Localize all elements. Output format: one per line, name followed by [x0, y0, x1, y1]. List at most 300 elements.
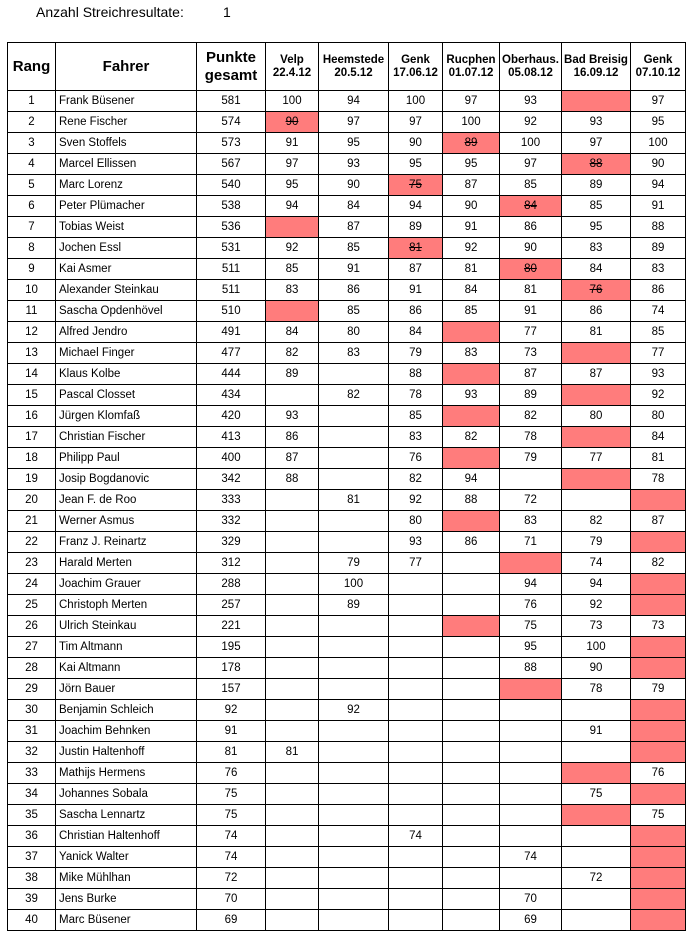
race-score: 81 — [285, 746, 299, 758]
race-score-cell — [500, 910, 562, 931]
race-score: 97 — [347, 116, 360, 128]
race-score-cell — [266, 532, 319, 553]
race-score: 75 — [589, 788, 603, 800]
race-score-cell — [319, 91, 389, 112]
race-score-cell — [319, 406, 389, 427]
race-score: 82 — [347, 389, 360, 401]
driver-cell: Klaus Kolbe — [56, 364, 197, 385]
race-score-cell — [266, 322, 319, 343]
race-score: 87 — [524, 368, 537, 380]
driver-cell: Franz J. Reinartz — [56, 532, 197, 553]
race-score-cell — [631, 217, 686, 238]
race-score-cell — [319, 133, 389, 154]
race-score: 80 — [651, 410, 665, 422]
race-score-cell-discarded — [562, 343, 631, 364]
race-score: 86 — [589, 305, 603, 317]
race-score-cell-discarded — [631, 889, 686, 910]
rank-cell: 2 — [8, 112, 56, 133]
race-score: 87 — [285, 452, 299, 464]
race-score-cell-discarded — [562, 805, 631, 826]
race-score: 81 — [524, 284, 537, 296]
race-score-cell — [562, 238, 631, 259]
race-score-cell — [266, 763, 319, 784]
race-score-cell-discarded — [443, 511, 500, 532]
driver-cell: Ulrich Steinkau — [56, 616, 197, 637]
race-score-cell — [443, 700, 500, 721]
race-score-cell — [319, 658, 389, 679]
race-score-cell-discarded — [631, 910, 686, 931]
table-row — [8, 259, 686, 280]
race-score-cell — [389, 91, 443, 112]
race-score-cell — [319, 427, 389, 448]
race-name: Genk — [401, 53, 430, 66]
race-score: 80 — [589, 410, 603, 422]
race-score: 90 — [409, 137, 422, 149]
table-row — [8, 469, 686, 490]
standings-body — [8, 91, 686, 931]
race-score-cell — [443, 805, 500, 826]
driver-cell: Jörn Bauer — [56, 679, 197, 700]
race-score: 91 — [285, 137, 299, 149]
race-name: Velp — [280, 53, 304, 66]
race-score-cell — [631, 616, 686, 637]
race-score: 87 — [409, 263, 422, 275]
race-score: 93 — [589, 116, 603, 128]
race-score-cell-discarded — [631, 721, 686, 742]
table-row — [8, 595, 686, 616]
table-row — [8, 658, 686, 679]
race-score-cell — [443, 763, 500, 784]
driver-cell: Kai Asmer — [56, 259, 197, 280]
race-score-cell — [389, 889, 443, 910]
driver-cell: Benjamin Schleich — [56, 700, 197, 721]
race-score-cell — [443, 532, 500, 553]
race-score-cell — [443, 742, 500, 763]
race-score-cell — [500, 91, 562, 112]
race-score: 83 — [464, 347, 478, 359]
race-score-cell — [319, 868, 389, 889]
race-score-cell — [443, 280, 500, 301]
race-score-cell — [389, 448, 443, 469]
race-score-cell — [389, 784, 443, 805]
driver-cell: Michael Finger — [56, 343, 197, 364]
race-score-cell — [443, 910, 500, 931]
table-row — [8, 637, 686, 658]
total-cell: 92 — [197, 700, 266, 721]
struck-score: 88 — [589, 158, 603, 170]
race-score-cell — [443, 595, 500, 616]
race-score-cell — [500, 637, 562, 658]
race-score-cell — [631, 805, 686, 826]
driver-cell: Kai Altmann — [56, 658, 197, 679]
race-score-cell — [631, 385, 686, 406]
driver-cell: Sascha Lennartz — [56, 805, 197, 826]
total-cell: 573 — [197, 133, 266, 154]
race-score: 94 — [347, 95, 360, 107]
race-score: 78 — [651, 473, 665, 485]
race-score: 97 — [409, 116, 422, 128]
race-score: 92 — [524, 116, 537, 128]
rank-cell: 22 — [8, 532, 56, 553]
race-score-cell — [562, 847, 631, 868]
total-cell: 540 — [197, 175, 266, 196]
rank-cell: 25 — [8, 595, 56, 616]
race-score-cell — [443, 868, 500, 889]
race-score-cell — [389, 679, 443, 700]
race-score-cell — [562, 553, 631, 574]
race-score: 73 — [589, 620, 603, 632]
driver-cell: Jürgen Klomfaß — [56, 406, 197, 427]
race-score: 73 — [651, 620, 665, 632]
race-score-cell — [631, 448, 686, 469]
race-score: 76 — [651, 767, 665, 779]
rank-cell: 20 — [8, 490, 56, 511]
race-name: Rucphen — [446, 53, 496, 66]
race-score-cell — [562, 595, 631, 616]
race-score: 100 — [520, 137, 541, 149]
race-score-cell-discarded — [631, 490, 686, 511]
race-score-cell — [319, 112, 389, 133]
total-cell: 312 — [197, 553, 266, 574]
race-score-cell — [266, 448, 319, 469]
rank-cell: 9 — [8, 259, 56, 280]
race-score-cell — [319, 784, 389, 805]
race-score-cell — [389, 196, 443, 217]
race-score: 74 — [651, 305, 665, 317]
race-score: 82 — [524, 410, 537, 422]
race-score-cell — [389, 553, 443, 574]
race-score: 83 — [589, 242, 603, 254]
driver-cell: Sascha Opdenhövel — [56, 301, 197, 322]
race-score: 84 — [651, 431, 665, 443]
race-score-cell — [266, 490, 319, 511]
table-row — [8, 847, 686, 868]
race-score-cell — [500, 532, 562, 553]
race-score-cell — [443, 91, 500, 112]
driver-cell: Jochen Essl — [56, 238, 197, 259]
race-score: 72 — [524, 494, 537, 506]
race-score: 93 — [409, 536, 422, 548]
race-score: 81 — [589, 326, 603, 338]
col-header-total-line1: Punkte — [205, 48, 256, 66]
rank-cell: 29 — [8, 679, 56, 700]
race-score-cell — [389, 658, 443, 679]
race-score-cell — [389, 805, 443, 826]
race-score-cell-discarded — [443, 448, 500, 469]
race-score-cell — [562, 826, 631, 847]
race-score-cell-discarded — [389, 175, 443, 196]
race-score-cell — [389, 259, 443, 280]
total-cell: 434 — [197, 385, 266, 406]
race-score-cell-discarded — [500, 679, 562, 700]
race-score-cell — [266, 784, 319, 805]
race-score: 91 — [409, 284, 422, 296]
race-score-cell — [631, 280, 686, 301]
race-score-cell — [562, 868, 631, 889]
race-score-cell — [319, 301, 389, 322]
race-score-cell — [389, 700, 443, 721]
total-cell: 538 — [197, 196, 266, 217]
race-score-cell — [266, 511, 319, 532]
race-score-cell — [266, 553, 319, 574]
rank-cell: 5 — [8, 175, 56, 196]
race-score-cell-discarded — [631, 700, 686, 721]
driver-cell: Marc Büsener — [56, 910, 197, 931]
rank-cell: 34 — [8, 784, 56, 805]
total-cell: 567 — [197, 154, 266, 175]
rank-cell: 12 — [8, 322, 56, 343]
race-score-cell — [389, 280, 443, 301]
table-row — [8, 91, 686, 112]
race-score-cell-discarded — [500, 196, 562, 217]
race-score-cell — [631, 238, 686, 259]
table-row — [8, 112, 686, 133]
race-date: 05.08.12 — [508, 66, 553, 79]
race-score-cell — [631, 322, 686, 343]
race-score-cell-discarded — [631, 574, 686, 595]
table-row — [8, 511, 686, 532]
race-score: 94 — [524, 578, 537, 590]
driver-cell: Joachim Grauer — [56, 574, 197, 595]
race-score: 90 — [524, 242, 537, 254]
race-score-cell — [266, 133, 319, 154]
race-score-cell — [562, 574, 631, 595]
race-score: 90 — [464, 200, 478, 212]
race-score-cell — [389, 406, 443, 427]
rank-cell: 28 — [8, 658, 56, 679]
race-score-cell — [562, 658, 631, 679]
race-score-cell — [319, 742, 389, 763]
struck-score: 84 — [524, 200, 537, 212]
race-score-cell — [631, 112, 686, 133]
race-score: 81 — [347, 494, 360, 506]
race-name: Genk — [643, 53, 673, 66]
race-score-cell — [443, 427, 500, 448]
rank-cell: 33 — [8, 763, 56, 784]
table-row — [8, 868, 686, 889]
race-score-cell — [389, 742, 443, 763]
race-name: Oberhaus. — [502, 53, 559, 66]
race-score: 84 — [409, 326, 422, 338]
driver-cell: Mathijs Hermens — [56, 763, 197, 784]
race-score-cell — [266, 847, 319, 868]
race-score: 94 — [589, 578, 603, 590]
race-score-cell — [631, 469, 686, 490]
race-score: 91 — [524, 305, 537, 317]
race-score: 79 — [589, 536, 603, 548]
rank-cell: 4 — [8, 154, 56, 175]
table-row — [8, 826, 686, 847]
race-score-cell — [631, 763, 686, 784]
race-score-cell — [389, 217, 443, 238]
race-score: 83 — [524, 515, 537, 527]
race-score-cell-discarded — [562, 385, 631, 406]
race-score: 95 — [347, 137, 360, 149]
driver-cell: Christian Fischer — [56, 427, 197, 448]
race-score-cell — [500, 406, 562, 427]
race-score-cell — [443, 847, 500, 868]
total-cell: 195 — [197, 637, 266, 658]
driver-cell: Joachim Behnken — [56, 721, 197, 742]
total-cell: 511 — [197, 259, 266, 280]
table-row — [8, 805, 686, 826]
race-score-cell — [562, 721, 631, 742]
race-score-cell — [562, 637, 631, 658]
race-score-cell — [266, 406, 319, 427]
race-score: 92 — [285, 242, 299, 254]
race-score: 80 — [409, 515, 422, 527]
total-cell: 157 — [197, 679, 266, 700]
race-score-cell — [389, 595, 443, 616]
col-header-race — [631, 43, 686, 91]
race-score-cell — [319, 616, 389, 637]
race-score-cell — [266, 910, 319, 931]
driver-cell: Alfred Jendro — [56, 322, 197, 343]
race-score-cell — [631, 553, 686, 574]
race-score-cell — [443, 826, 500, 847]
discard-count-value: 1 — [223, 4, 231, 20]
race-score-cell — [562, 532, 631, 553]
race-score-cell-discarded — [562, 280, 631, 301]
race-score: 79 — [347, 557, 360, 569]
race-score: 87 — [464, 179, 478, 191]
table-row — [8, 217, 686, 238]
race-score: 88 — [409, 368, 422, 380]
race-score: 71 — [524, 536, 537, 548]
race-score: 87 — [651, 515, 665, 527]
race-score: 86 — [347, 284, 360, 296]
col-header-total-line2: gesamt — [204, 66, 258, 84]
table-row — [8, 448, 686, 469]
race-score-cell — [562, 910, 631, 931]
race-score-cell — [443, 469, 500, 490]
race-score-cell — [443, 259, 500, 280]
race-score: 95 — [524, 641, 537, 653]
race-score: 88 — [285, 473, 299, 485]
race-score: 100 — [405, 95, 426, 107]
table-row — [8, 196, 686, 217]
race-score: 94 — [464, 473, 478, 485]
race-score-cell — [562, 406, 631, 427]
race-score: 69 — [524, 914, 537, 926]
race-score-cell — [631, 91, 686, 112]
driver-cell: Yanick Walter — [56, 847, 197, 868]
race-score-cell — [389, 322, 443, 343]
race-score-cell — [319, 259, 389, 280]
race-score-cell — [500, 322, 562, 343]
race-score-cell — [389, 154, 443, 175]
race-score-cell — [319, 889, 389, 910]
table-row — [8, 301, 686, 322]
race-score-cell — [266, 889, 319, 910]
race-score-cell — [319, 700, 389, 721]
race-score-cell — [389, 511, 443, 532]
race-score-cell — [319, 532, 389, 553]
race-score-cell — [389, 133, 443, 154]
race-score: 84 — [589, 263, 603, 275]
race-score: 86 — [464, 536, 478, 548]
race-score: 91 — [347, 263, 360, 275]
race-score-cell — [443, 490, 500, 511]
race-score-cell — [389, 574, 443, 595]
race-score-cell — [562, 196, 631, 217]
driver-cell: Sven Stoffels — [56, 133, 197, 154]
race-score-cell — [319, 490, 389, 511]
race-score-cell — [319, 217, 389, 238]
race-score-cell — [443, 679, 500, 700]
driver-cell: Marcel Ellissen — [56, 154, 197, 175]
rank-cell: 15 — [8, 385, 56, 406]
race-score-cell — [443, 343, 500, 364]
race-name: Heemstede — [322, 53, 385, 66]
race-score-cell — [500, 280, 562, 301]
race-score: 89 — [651, 242, 665, 254]
total-cell: 574 — [197, 112, 266, 133]
race-score: 95 — [285, 179, 299, 191]
race-score: 100 — [461, 116, 481, 128]
race-score-cell — [562, 133, 631, 154]
race-score-cell — [443, 637, 500, 658]
race-score-cell — [562, 301, 631, 322]
driver-cell: Marc Lorenz — [56, 175, 197, 196]
total-cell: 178 — [197, 658, 266, 679]
race-score-cell-discarded — [266, 217, 319, 238]
race-score: 85 — [524, 179, 537, 191]
rank-cell: 36 — [8, 826, 56, 847]
discard-count-label: Anzahl Streichresultate: — [36, 4, 184, 20]
race-score-cell — [631, 154, 686, 175]
race-score: 87 — [347, 221, 360, 233]
race-score-cell — [562, 784, 631, 805]
race-score-cell — [389, 385, 443, 406]
race-score: 83 — [347, 347, 360, 359]
race-score-cell-discarded — [562, 91, 631, 112]
race-score-cell — [319, 469, 389, 490]
race-score: 89 — [347, 599, 360, 611]
total-cell: 81 — [197, 742, 266, 763]
race-score: 76 — [524, 599, 537, 611]
race-score-cell — [319, 385, 389, 406]
race-date: 17.06.12 — [393, 66, 438, 79]
table-row — [8, 322, 686, 343]
race-score-cell — [631, 511, 686, 532]
race-score-cell — [389, 301, 443, 322]
race-score-cell — [443, 784, 500, 805]
race-score: 90 — [347, 179, 360, 191]
race-score-cell — [500, 889, 562, 910]
race-score: 97 — [464, 95, 478, 107]
race-score-cell — [443, 658, 500, 679]
table-row — [8, 154, 686, 175]
race-score-cell — [266, 259, 319, 280]
rank-cell: 19 — [8, 469, 56, 490]
race-score-cell — [500, 574, 562, 595]
race-score: 89 — [589, 179, 603, 191]
race-score: 92 — [464, 242, 478, 254]
rank-cell: 10 — [8, 280, 56, 301]
total-cell: 329 — [197, 532, 266, 553]
race-score: 93 — [524, 95, 537, 107]
race-score-cell — [562, 490, 631, 511]
rank-cell: 21 — [8, 511, 56, 532]
struck-score: 75 — [409, 179, 422, 191]
table-row — [8, 280, 686, 301]
struck-score: 90 — [285, 116, 299, 128]
total-cell: 477 — [197, 343, 266, 364]
race-score-cell — [500, 805, 562, 826]
race-score-cell — [389, 532, 443, 553]
race-score-cell — [266, 826, 319, 847]
